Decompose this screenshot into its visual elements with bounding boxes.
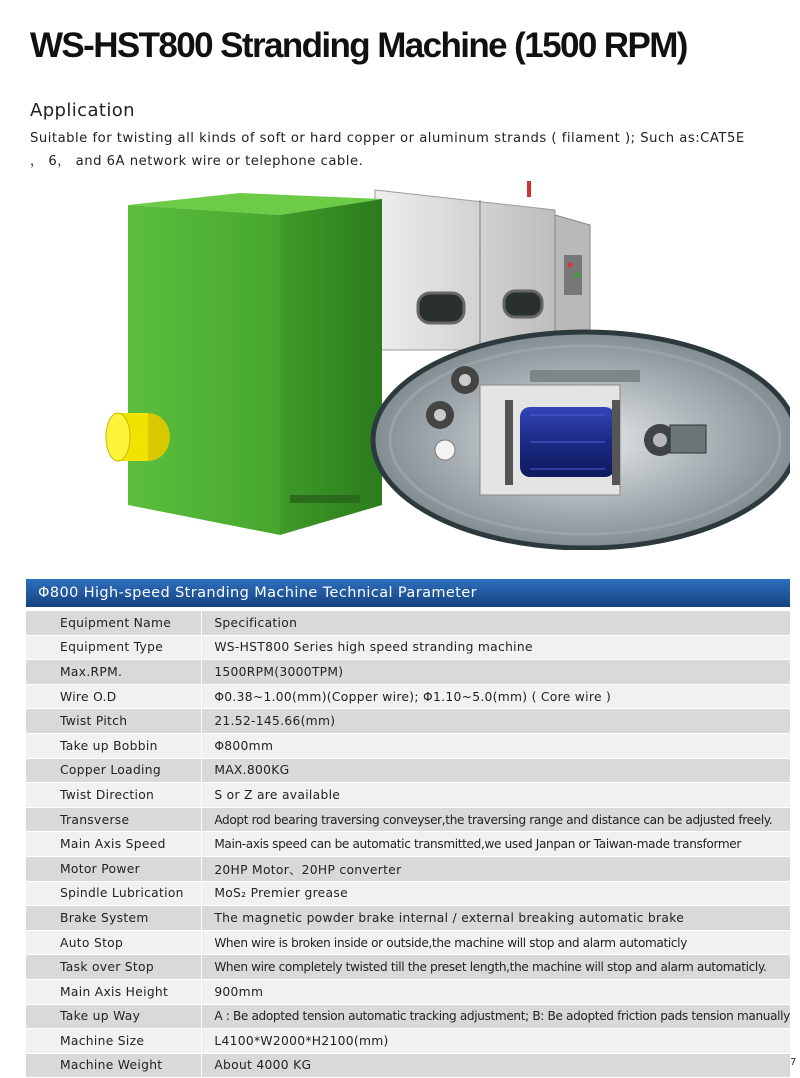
- table-row: [26, 931, 790, 956]
- param-value: Specification: [201, 611, 790, 636]
- viewing-window-left: [418, 293, 464, 323]
- param-value: L4100*W2000*H2100(mm): [201, 1029, 790, 1054]
- table-row: [26, 832, 790, 857]
- param-value: The magnetic powder brake internal / external breaking automatic brake: [201, 906, 790, 931]
- param-name: Machine Weight: [26, 1054, 201, 1078]
- param-value: 21.52-145.66(mm): [201, 709, 790, 734]
- signal-light: [527, 181, 531, 197]
- param-name: Transverse: [26, 808, 201, 833]
- technical-parameter-table: [26, 611, 790, 1078]
- param-name: Motor Power: [26, 857, 201, 882]
- cabinet-side: [280, 199, 382, 535]
- table-row: [26, 783, 790, 808]
- param-name: Twist Pitch: [26, 709, 201, 734]
- cabinet-front: [128, 205, 280, 535]
- param-value: MoS₂ Premier grease: [201, 882, 790, 907]
- param-name: Copper Loading: [26, 759, 201, 784]
- param-name: Main Axis Speed: [26, 832, 201, 857]
- param-value: WS-HST800 Series high speed stranding machine: [201, 636, 790, 661]
- param-name: Spindle Lubrication: [26, 882, 201, 907]
- table-row: [26, 611, 790, 636]
- param-value: Main-axis speed can be automatic transmitted,we used Janpan or Taiwan-made transformer: [201, 832, 790, 857]
- param-value: When wire is broken inside or outside,the machine will stop and alarm automaticly: [201, 931, 790, 956]
- table-row: [26, 685, 790, 710]
- param-name: Take up Bobbin: [26, 734, 201, 759]
- table-row: [26, 808, 790, 833]
- param-name: Machine Size: [26, 1029, 201, 1054]
- param-name: Take up Way: [26, 1005, 201, 1030]
- table-row: [26, 857, 790, 882]
- param-name: Wire O.D: [26, 685, 201, 710]
- param-name: Equipment Name: [26, 611, 201, 636]
- table-row: [26, 1029, 790, 1054]
- table-row: [26, 906, 790, 931]
- table-row: [26, 709, 790, 734]
- page-number: 7: [790, 1057, 797, 1068]
- param-value: About 4000 KG: [201, 1054, 790, 1078]
- param-value: S or Z are available: [201, 783, 790, 808]
- param-value: 1500RPM(3000TPM): [201, 660, 790, 685]
- param-value: A : Be adopted tension automatic tracking adjustment; B: Be adopted friction pads tension manually: [201, 1005, 790, 1030]
- param-name: Equipment Type: [26, 636, 201, 661]
- param-name: Brake System: [26, 906, 201, 931]
- param-value: 20HP Motor、20HP converter: [201, 857, 790, 882]
- application-heading: Application: [30, 100, 135, 121]
- stranding-machine-photo: [100, 175, 790, 550]
- application-description: Suitable for twisting all kinds of soft or hard copper or aluminum strands ( filament ); Such as:CAT5E ， 6， and 6A network wire or telephone cable.: [30, 131, 745, 169]
- table-row: [26, 1005, 790, 1030]
- table-row: [26, 882, 790, 907]
- param-name: Task over Stop: [26, 955, 201, 980]
- machine-frame: [375, 190, 555, 350]
- table-row: [26, 734, 790, 759]
- param-name: Auto Stop: [26, 931, 201, 956]
- param-value: Φ800mm: [201, 734, 790, 759]
- param-value: MAX.800KG: [201, 759, 790, 784]
- param-value: 900mm: [201, 980, 790, 1005]
- table-row: [26, 1054, 790, 1078]
- param-name: Max.RPM.: [26, 660, 201, 685]
- param-value: When wire completely twisted till the preset length,the machine will stop and alarm automaticly.: [201, 955, 790, 980]
- table-row: [26, 759, 790, 784]
- table-row: [26, 955, 790, 980]
- param-value: Φ0.38~1.00(mm)(Copper wire); Φ1.10~5.0(mm) ( Core wire ): [201, 685, 790, 710]
- table-row: [26, 980, 790, 1005]
- table-row: [26, 660, 790, 685]
- param-value: Adopt rod bearing traversing conveyser,the traversing range and distance can be adjusted freely.: [201, 808, 790, 833]
- param-name: Main Axis Height: [26, 980, 201, 1005]
- table-row: [26, 636, 790, 661]
- viewing-window-right: [504, 291, 542, 317]
- page-title: WS-HST800 Stranding Machine (1500 RPM): [30, 26, 687, 65]
- technical-parameter-header: Φ800 High-speed Stranding Machine Technical Parameter: [26, 579, 790, 607]
- param-name: Twist Direction: [26, 783, 201, 808]
